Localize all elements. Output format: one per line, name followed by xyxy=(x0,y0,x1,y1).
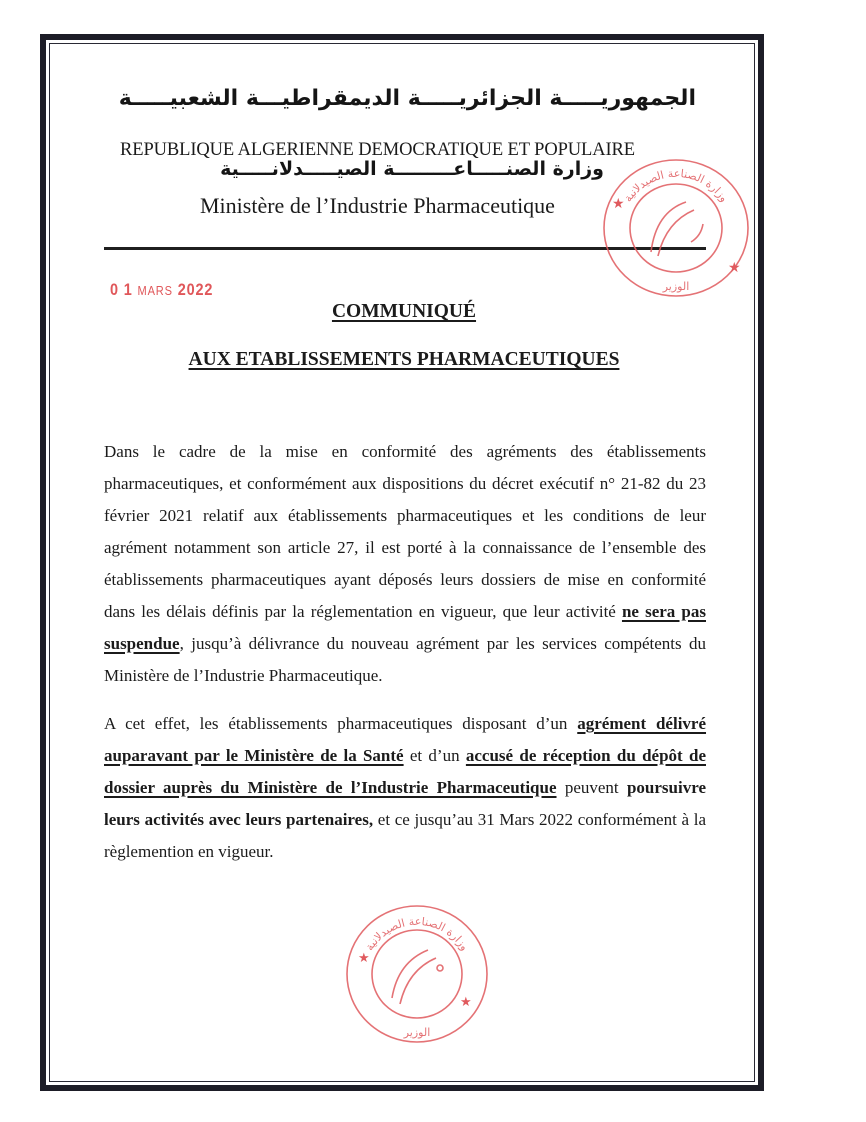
paragraph-2-text-4: et ce jusqu’au 31 Mars 2022 conformément à la règlemention en vigueur. xyxy=(104,810,706,861)
date-stamp-year: 2022 xyxy=(177,280,214,299)
paragraph-2-text-1: A cet effet, les établissements pharmaceutiques disposant d’un xyxy=(104,714,578,733)
header-french-republic: REPUBLIQUE ALGERIENNE DEMOCRATIQUE ET POPULAIRE xyxy=(120,140,635,160)
seal-star-icon: ★ xyxy=(460,994,472,1009)
seal-star-icon: ★ xyxy=(612,197,625,212)
document-title: COMMUNIQUÉ xyxy=(331,301,477,322)
seal-ring-text: وزارة الصناعة الصيدلانية xyxy=(621,166,731,205)
date-stamp-day: 0 1 xyxy=(110,280,133,299)
seal-inner-ring xyxy=(630,184,722,272)
seal-star-icon: ★ xyxy=(728,261,741,276)
ministry-seal-top xyxy=(596,152,756,302)
header-french-ministry: Ministère de l’Industrie Pharmaceutique xyxy=(200,193,555,218)
seal-bottom-text: الوزير xyxy=(403,1026,431,1039)
header-arabic-ministry: وزارة الصنـــــاعـــــــــة الصيـــــدلانـــــية xyxy=(220,158,604,180)
paragraph-1-text-before: Dans le cadre de la mise en conformité des agréments des établissements pharmaceutiques, et conformément aux dispositions du décret exécutif n° 21-82 du 23 février 2021 relatif aux établissements pharmaceutiques et les conditions de leur agrément notamment son article 27, il est porté à la connaissance de l’ensemble des établissements pharmaceutiques ayant déposés leurs dossiers de mise en conformité dans les délais définis par la réglementation en vigueur, que leur activité xyxy=(104,442,706,621)
ministry-seal-bottom xyxy=(342,900,492,1048)
seal-inner-ring xyxy=(372,930,462,1018)
paragraph-2-text-3: peuvent xyxy=(556,778,627,797)
date-stamp-month: MARS xyxy=(137,283,173,298)
svg-text:وزارة الصناعة الصيدلانية xyxy=(363,915,472,953)
paragraph-2 xyxy=(104,708,706,868)
header-arabic-republic: الجمهوريـــــة الجزائريـــــة الديمقراطيـــة الشعبيـــــة xyxy=(118,86,696,111)
paragraph-2-emphasis-3: poursuivre leurs activités avec leurs partenaires, xyxy=(104,778,706,829)
document-subtitle: AUX ETABLISSEMENTS PHARMACEUTIQUES xyxy=(188,349,620,370)
paragraph-2-emphasis-1: agrément délivré auparavant par le Ministère de la Santé xyxy=(104,714,707,765)
paragraph-2-emphasis-2: accusé de réception du dépôt de dossier auprès du Ministère de l’Industrie Pharmaceutique xyxy=(104,746,706,797)
seal-ring-text: وزارة الصناعة الصيدلانية xyxy=(362,914,472,953)
paragraph-2-text-2: et d’un xyxy=(403,746,466,765)
paragraph-1 xyxy=(104,436,706,692)
paragraph-1-emphasis: ne sera pas suspendue xyxy=(104,602,706,653)
seal-crescent xyxy=(392,950,428,998)
seal-bottom-text: الوزير xyxy=(662,280,690,293)
paragraph-1-text-after: , jusqu’à délivrance du nouveau agrément par les services compétents du Ministère de l’Industrie Pharmaceutique. xyxy=(104,634,706,685)
svg-text:وزارة الصناعة الصيدلانية xyxy=(621,167,730,204)
seal-crescent xyxy=(651,202,686,252)
seal-outer-ring xyxy=(604,160,748,296)
seal-star-icon: ★ xyxy=(358,950,370,965)
date-stamp xyxy=(110,280,213,300)
